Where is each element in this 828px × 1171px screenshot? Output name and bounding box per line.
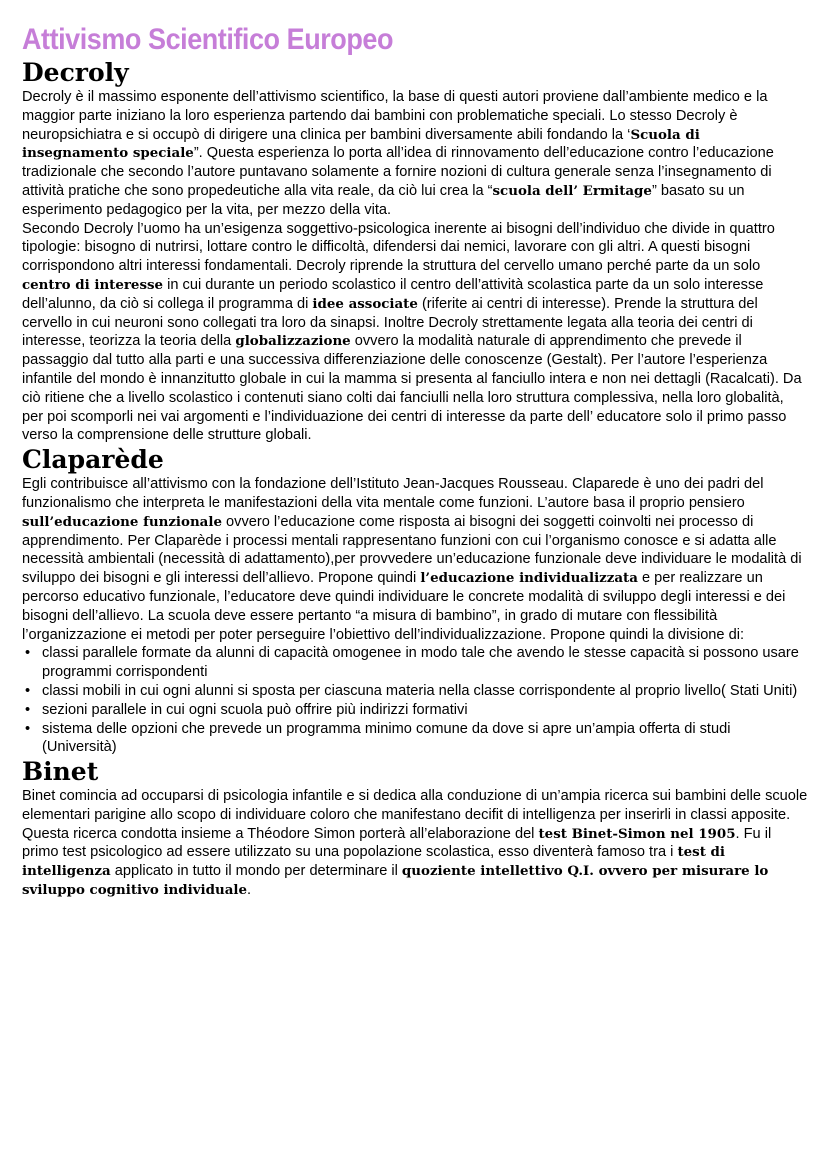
bold-term: Scuola di insegnamento speciale: [22, 126, 700, 162]
section-decroly: [22, 58, 808, 445]
text-run: Decroly è il massimo esponente dell’attivismo scientifico, la base di questi autori proviene dall’ambiente medico e la maggior parte iniziano la loro esperienza partendo dai bambini con problematiche speciali. Lo stesso Decroly è neuropsichiatra e si occupò di dirigere una clinica per bambini diversamente abili fondando la ‘: [22, 89, 768, 143]
list-item: • classi mobili in cui ogni alunni si sposta per ciascuna materia nella classe corrispondente al proprio livello( Stati Uniti): [42, 682, 808, 701]
section-binet: [22, 757, 808, 900]
paragraph: [22, 787, 808, 900]
bold-term: centro di interesse: [22, 276, 164, 293]
bold-term: sull’educazione funzionale: [22, 513, 222, 530]
list-item: • sistema delle opzioni che prevede un programma minimo comune da dove si apre un’ampia offerta di studi (Università): [42, 720, 808, 758]
bold-term: test di intelligenza: [22, 844, 725, 880]
text-run: Binet comincia ad occuparsi di psicologia infantile e si dedica alla conduzione di un’ampia ricerca sui bambini delle scuole elementari parigine allo scopo di individuare coloro che manifestano decifit di intelligenza per inserirli in classi apposite. Questa ricerca condotta insieme a Théodore Simon porterà all’elaborazione del: [22, 788, 808, 842]
section-heading: Binet: [22, 757, 99, 787]
text-run: . Fu il primo test psicologico ad essere utilizzato su una popolazione scolastica, esso diventerà famoso tra i: [22, 825, 772, 861]
text-run: ovvero l’educazione come risposta ai bisogni dei soggetti coinvolti nei processo di apprendimento. Per Claparède i processi mentali rappresentano funzioni con cui l’organismo conosce e si adatta alle necessità ambientali (necessità di adattamento),per provvedere un’educazione funzionale deve individuare le modalità di sviluppo dei bisogni e gli interessi dell’allievo. Propone quindi: [22, 513, 802, 587]
text-run: (riferite ai centri di interesse). Prende la struttura del cervello in cui neuroni sono collegati tra loro da sinapsi. Inoltre Decroly strettamente legata alla teoria dei centri di interesse, teorizza la teoria della: [22, 295, 758, 350]
bullet-list: [22, 644, 808, 757]
document-title: Attivismo Scientifico Europeo: [22, 23, 394, 56]
text-run: ”. Questa esperienza lo porta all’idea di rinnovamento dell’educazione contro l’educazione tradizionale che secondo l’autore puntavano solamente a fornire nozioni di cultura generale senza l’insegnamento di attività pratiche che sono propedeutiche alla vita reale, da ciò lui crea la “: [22, 145, 774, 199]
text-run: in cui durante un periodo scolastico il centro dell’attività scolastica parte da un solo interesse dell’alunno, da ciò si collega il programma di: [22, 276, 764, 312]
bold-term: globalizzazione: [235, 333, 351, 350]
section-heading: Claparède: [22, 445, 164, 475]
section-heading: Decroly: [22, 58, 129, 87]
text-run: applicato in tutto il mondo per determinare il: [110, 863, 402, 880]
text-run: Secondo Decroly l’uomo ha un’esigenza soggettivo-psicologica inerente ai bisogni dell’individuo che divide in quattro tipologie: bisogno di nutrirsi, lottare contro le difficoltà, difendersi dai nemici, lavorare con gli altri. A questi bisogni corrispondono altri interessi fondamentali. Decroly riprende la struttura del cervello umano perché parte da un solo: [22, 220, 775, 275]
bold-term: test Binet-Simon nel 1905: [538, 825, 736, 842]
paragraph: [22, 475, 808, 644]
text-run: ” basato su un esperimento pedagogico per la vita, per mezzo della vita.: [22, 182, 745, 218]
paragraph: [22, 220, 808, 446]
text-run: .: [247, 882, 252, 899]
section-claparede: [22, 445, 808, 757]
bold-term: quoziente intellettivo Q.I. ovvero per misurare lo sviluppo cognitivo individuale: [22, 863, 769, 899]
paragraph: [22, 88, 808, 220]
bold-term: l’educazione individualizzata: [420, 570, 638, 587]
text-run: e per realizzare un percorso educativo funzionale, l’educatore deve quindi individuare le concrete modalità di sviluppo degli interessi e dei bisogni dell’allievo. La scuola deve essere pertanto “a misura di bambino”, in grado di mutare con flessibilità l’organizzazione ei metodi per poter perseguire l’obiettivo dell’individualizzazione. Propone quindi la divisione di:: [22, 570, 786, 643]
list-item: • sezioni parallele in cui ogni scuola può offrire più indirizzi formativi: [42, 701, 808, 720]
list-item: • classi parallele formate da alunni di capacità omogenee in modo tale che avendo le stesse capacità si possono usare programmi corrispondenti: [42, 644, 808, 682]
text-run: ovvero la modalità naturale di apprendimento che prevede il passaggio dal tutto alla parti e una successiva differenziazione delle conoscenze (Gestalt). Per l’autore l’esperienza infantile del mondo è innanzitutto globale in cui la mamma si presenta al fanciullo intera e non nei dettagli (Racalcati). Da ciò ritiene che a livello scolastico i contenuti siano colti dai fanciulli nella loro struttura complessiva, nella loro globalità, per poi scomporli nei vai argomenti e l’individuazione dei centri di interesse da parte dell’ educatore solo il primo passo verso la comprensione delle strutture globali.: [22, 333, 802, 444]
text-run: Egli contribuisce all’attivismo con la fondazione dell’Istituto Jean-Jacques Rousseau. Claparede è uno dei padri del funzionalismo che interpreta le manifestazioni della vita mentale come funzioni. L’autore basa il proprio pensiero: [22, 476, 764, 511]
bold-term: scuola dell’ Ermitage: [492, 182, 652, 199]
bold-term: idee associate: [312, 295, 418, 312]
